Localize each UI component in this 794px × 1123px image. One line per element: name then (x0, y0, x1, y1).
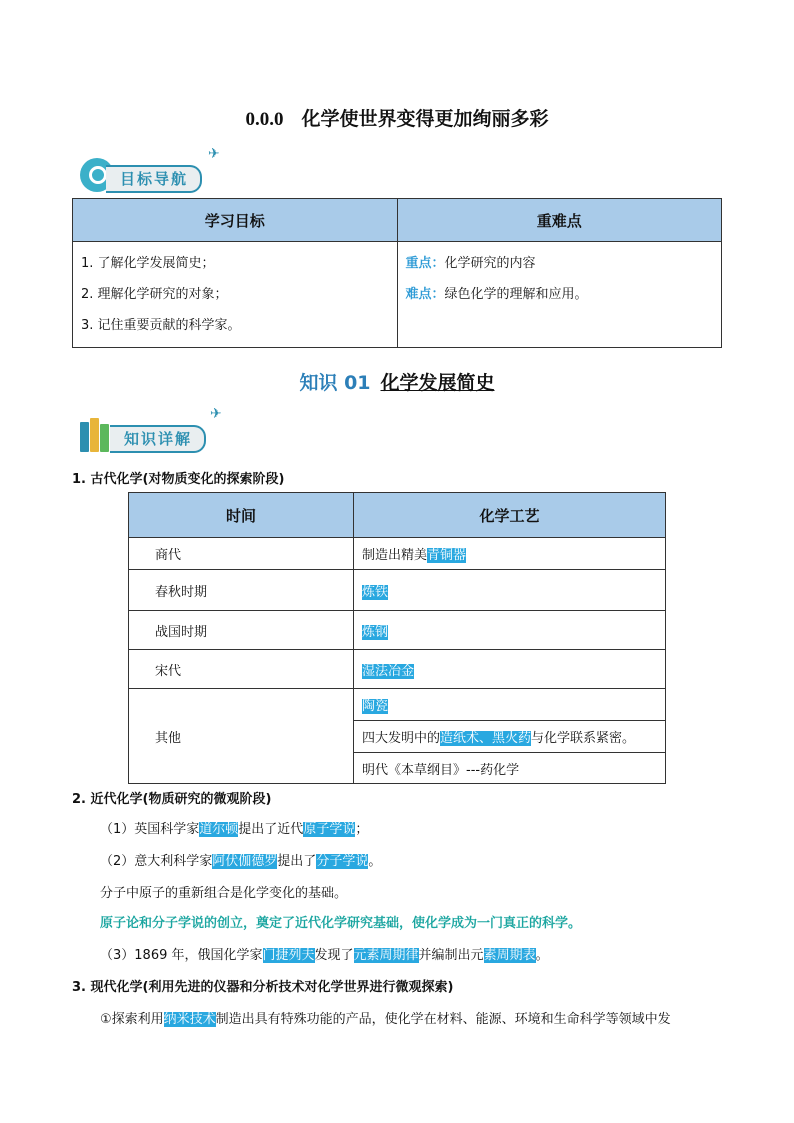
highlight-text: 分子学说 (316, 854, 369, 869)
text: （1）英国科学家 (100, 822, 200, 837)
time-header: 时间 (129, 493, 354, 538)
time-cell: 其他 (129, 689, 354, 784)
key-label: 重点： (405, 256, 445, 271)
goals-cell (73, 242, 398, 348)
knowledge-detail-label: 知识详解 (110, 425, 206, 453)
difficulty-label: 难点： (405, 287, 445, 302)
paragraph (100, 850, 760, 869)
books-icon (80, 418, 110, 452)
goal-nav-label: 目标导航 (106, 165, 202, 193)
text: 。 (368, 854, 382, 869)
highlight-text: 阿伏伽德罗 (212, 854, 278, 869)
goals-header: 学习目标 (73, 199, 398, 242)
section-heading: 2. 近代化学(物质研究的微观阶段) (72, 792, 272, 807)
chapter-number: 0.0.0 (245, 109, 284, 130)
text: 提出了 (277, 854, 317, 869)
craft-cell: 明代《本草纲目》---药化学 (354, 753, 666, 784)
text: 。 (535, 948, 549, 963)
emphasis-paragraph: 原子论和分子学说的创立，奠定了近代化学研究基础，使化学成为一门真正的科学。 (100, 916, 582, 931)
craft-cell (354, 538, 666, 570)
craft-cell (354, 650, 666, 689)
highlight-text: 造纸术、黑火药 (440, 731, 532, 746)
text: 发现了 (314, 948, 354, 963)
text: （2）意大利科学家 (100, 854, 213, 869)
learning-goals-table (72, 198, 722, 348)
craft-cell (354, 570, 666, 611)
highlight-text: 纳米技术 (163, 1012, 216, 1027)
table-row (129, 689, 666, 721)
text: （3）1869 年，俄国化学家 (100, 948, 263, 963)
craft-text: 与化学联系紧密。 (531, 731, 636, 746)
highlight-text: 湿法冶金 (362, 663, 415, 679)
highlight-text: 原子学说 (303, 822, 356, 837)
time-cell: 战国时期 (129, 611, 354, 650)
highlight-text: 青铜器 (427, 548, 467, 563)
goal-item: 2. 理解化学研究的对象； (81, 287, 228, 302)
text: 并编制出元 (418, 948, 484, 963)
section-heading: 1. 古代化学(对物质变化的探索阶段) (72, 472, 285, 487)
text: 提出了近代 (238, 822, 304, 837)
difficulty-text: 绿色化学的理解和应用。 (444, 287, 588, 302)
craft-cell (354, 611, 666, 650)
text: ①探索利用 (100, 1012, 164, 1027)
highlight-text: 道尔顿 (199, 822, 239, 837)
key-text: 化学研究的内容 (444, 256, 536, 271)
goal-item: 3. 记住重要贡献的科学家。 (81, 318, 241, 333)
table-row (129, 570, 666, 611)
paragraph (100, 818, 760, 837)
time-cell: 春秋时期 (129, 570, 354, 611)
craft-text: 制造出精美 (362, 548, 428, 563)
craft-cell (354, 721, 666, 753)
text: 制造出具有特殊功能的产品，使化学在材料、能源、环境和生命科学等领域中发 (215, 1012, 671, 1027)
text: ； (355, 822, 369, 837)
knowledge-prefix: 知识 01 (299, 372, 371, 394)
section-heading: 3. 现代化学(利用先进的仪器和分析技术对化学世界进行微观探索) (72, 980, 454, 995)
paragraph (100, 944, 760, 963)
craft-header: 化学工艺 (354, 493, 666, 538)
table-row (129, 650, 666, 689)
highlight-text: 炼铁 (362, 584, 389, 600)
key-points-cell (397, 242, 722, 348)
highlight-text: 元素周期律 (353, 948, 419, 963)
table-row (129, 538, 666, 570)
highlight-text: 陶瓷 (362, 699, 389, 714)
craft-text: 四大发明中的 (362, 731, 441, 746)
knowledge-detail-badge (80, 406, 240, 452)
table-row (129, 611, 666, 650)
paper-plane-icon: ✈ (208, 146, 220, 162)
time-cell: 宋代 (129, 650, 354, 689)
knowledge-title (0, 368, 794, 395)
time-cell: 商代 (129, 538, 354, 570)
paper-plane-icon: ✈ (210, 406, 222, 422)
highlight-text: 素周期表 (483, 948, 536, 963)
highlight-text: 炼钢 (362, 624, 389, 640)
goal-item: 1. 了解化学发展简史； (81, 256, 215, 271)
chapter-title: 化学使世界变得更加绚丽多彩 (301, 108, 549, 130)
key-points-header: 重难点 (397, 199, 722, 242)
paragraph (100, 1008, 740, 1027)
knowledge-heading: 化学发展简史 (380, 372, 495, 394)
craft-cell (354, 689, 666, 721)
highlight-text: 门捷列夫 (262, 948, 315, 963)
ancient-chemistry-table (128, 492, 666, 784)
paragraph: 分子中原子的重新组合是化学变化的基础。 (100, 886, 348, 901)
goal-nav-badge (80, 146, 240, 192)
page-title (0, 104, 794, 131)
